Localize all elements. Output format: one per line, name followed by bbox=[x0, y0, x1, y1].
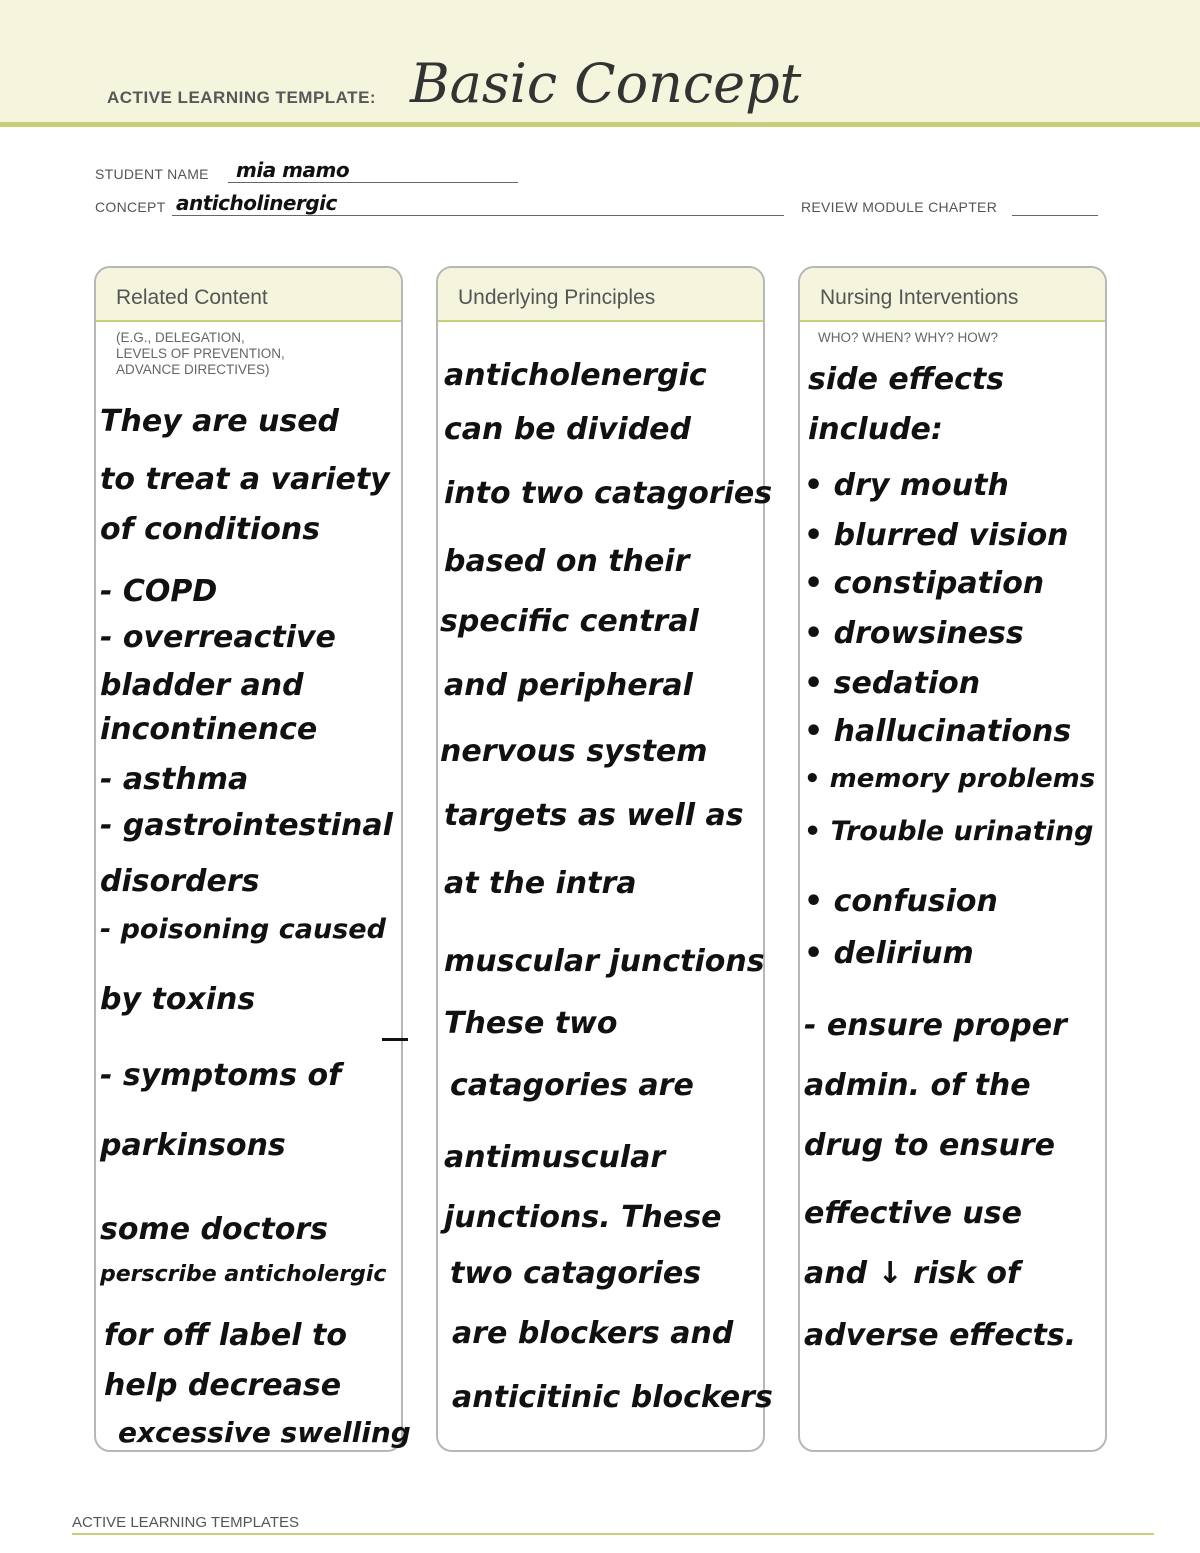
handwritten-line: • blurred vision bbox=[804, 518, 1069, 553]
handwritten-line: catagories are bbox=[450, 1068, 694, 1103]
handwritten-line: based on their bbox=[444, 544, 690, 579]
handwritten-line: • drowsiness bbox=[804, 616, 1024, 651]
handwritten-line: effective use bbox=[804, 1196, 1022, 1231]
handwritten-line: help decrease bbox=[104, 1368, 342, 1403]
related-content-hint-line: LEVELS OF PREVENTION, bbox=[116, 346, 285, 361]
handwritten-line: are blockers and bbox=[452, 1316, 734, 1351]
handwritten-line: - symptoms of bbox=[100, 1058, 342, 1093]
related-content-hint-line: (E.G., DELEGATION, bbox=[116, 330, 245, 345]
handwritten-line: two catagories bbox=[450, 1256, 702, 1291]
nursing-interventions-header: Nursing Interventions bbox=[800, 268, 1105, 322]
concept-value[interactable]: anticholinergic bbox=[176, 191, 337, 215]
header-divider bbox=[0, 122, 1200, 127]
review-module-label: REVIEW MODULE CHAPTER bbox=[801, 199, 998, 215]
handwritten-line: of conditions bbox=[100, 512, 321, 547]
student-name-line bbox=[228, 182, 518, 183]
handwritten-line: nervous system bbox=[440, 734, 708, 769]
handwritten-line: • Trouble urinating bbox=[804, 816, 1094, 847]
related-content-header: Related Content bbox=[96, 268, 401, 322]
stray-pen-mark bbox=[382, 1038, 408, 1041]
student-name-label: STUDENT NAME bbox=[95, 166, 209, 182]
handwritten-line: into two catagories bbox=[444, 476, 773, 511]
handwritten-line: excessive swelling bbox=[118, 1416, 411, 1449]
handwritten-line: disorders bbox=[100, 864, 260, 899]
student-name-value[interactable]: mia mamo bbox=[236, 158, 350, 182]
nursing-interventions-hint: WHO? WHEN? WHY? HOW? bbox=[818, 330, 999, 345]
handwritten-line: parkinsons bbox=[100, 1128, 286, 1163]
underlying-principles-header: Underlying Principles bbox=[438, 268, 763, 322]
handwritten-line: perscribe anticholergic bbox=[100, 1262, 387, 1287]
handwritten-line: drug to ensure bbox=[804, 1128, 1056, 1163]
handwritten-line: can be divided bbox=[444, 412, 691, 447]
handwritten-line: include: bbox=[808, 412, 943, 447]
handwritten-line: - overreactive bbox=[100, 620, 336, 655]
handwritten-line: • delirium bbox=[804, 936, 974, 971]
handwritten-line: side effects bbox=[808, 362, 1005, 397]
handwritten-line: incontinence bbox=[100, 712, 318, 747]
handwritten-line: junctions. These bbox=[444, 1200, 722, 1235]
handwritten-line: some doctors bbox=[100, 1212, 328, 1247]
handwritten-line: - asthma bbox=[100, 762, 249, 797]
handwritten-line: specific central bbox=[440, 604, 699, 639]
handwritten-line: - gastrointestinal bbox=[100, 808, 393, 843]
handwritten-line: antimuscular bbox=[444, 1140, 666, 1175]
handwritten-line: These two bbox=[444, 1006, 618, 1041]
handwritten-line: - poisoning caused bbox=[100, 914, 386, 945]
handwritten-line: • hallucinations bbox=[804, 714, 1072, 749]
handwritten-line: muscular junctions bbox=[444, 944, 765, 979]
page-title: Basic Concept bbox=[410, 52, 802, 115]
review-module-line bbox=[1012, 215, 1098, 216]
handwritten-line: and peripheral bbox=[444, 668, 693, 703]
handwritten-line: bladder and bbox=[100, 668, 304, 703]
concept-line bbox=[172, 215, 784, 216]
handwritten-line: - ensure proper bbox=[804, 1008, 1067, 1043]
handwritten-line: • dry mouth bbox=[804, 468, 1009, 503]
handwritten-line: • constipation bbox=[804, 566, 1045, 601]
handwritten-line: by toxins bbox=[100, 982, 256, 1017]
handwritten-line: and ↓ risk of bbox=[804, 1256, 1021, 1291]
handwritten-line: • memory problems bbox=[804, 764, 1096, 794]
related-content-hint-line: ADVANCE DIRECTIVES) bbox=[116, 362, 270, 377]
handwritten-line: admin. of the bbox=[804, 1068, 1031, 1103]
handwritten-line: - COPD bbox=[100, 574, 218, 609]
footer-divider bbox=[72, 1533, 1154, 1535]
template-label: ACTIVE LEARNING TEMPLATE: bbox=[107, 88, 377, 107]
handwritten-line: at the intra bbox=[444, 866, 637, 901]
concept-label: CONCEPT bbox=[95, 199, 166, 215]
handwritten-line: • sedation bbox=[804, 666, 981, 701]
handwritten-line: adverse effects. bbox=[804, 1318, 1077, 1353]
handwritten-line: • confusion bbox=[804, 884, 998, 919]
related-content-hint bbox=[116, 330, 285, 378]
handwritten-line: anticholenergic bbox=[444, 358, 707, 393]
footer-label: ACTIVE LEARNING TEMPLATES bbox=[72, 1514, 299, 1531]
handwritten-line: anticitinic blockers bbox=[452, 1380, 773, 1415]
handwritten-line: to treat a variety bbox=[100, 462, 390, 497]
handwritten-line: for off label to bbox=[104, 1318, 347, 1353]
handwritten-line: targets as well as bbox=[444, 798, 744, 833]
handwritten-line: They are used bbox=[100, 404, 340, 439]
